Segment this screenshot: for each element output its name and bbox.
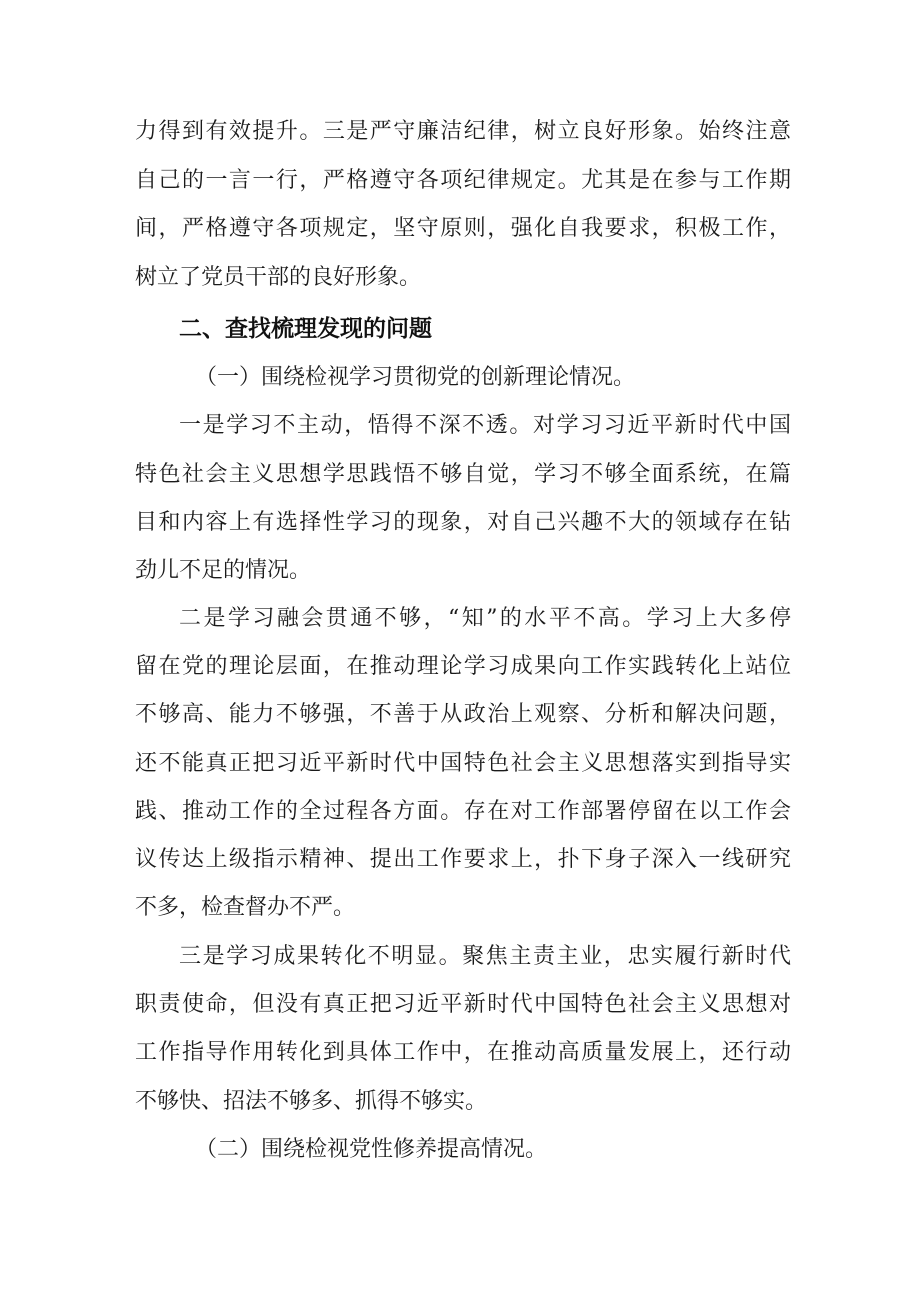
para2-line-7: 不多，检查督办不严。 <box>135 895 356 920</box>
intro-line-4: 树立了党员干部的良好形象。 <box>135 265 422 290</box>
para3-line-2: 职责使命，但没有真正把习近平新时代中国特色社会主义思想对 <box>135 992 791 1017</box>
subheading-2: （二）围绕检视党性修养提高情况。 <box>195 1137 548 1162</box>
para3-line-1: 三是学习成果转化不明显。聚焦主责主业，忠实履行新时代 <box>179 944 791 969</box>
para2-line-6: 议传达上级指示精神、提出工作要求上，扑下身子深入一线研究 <box>135 847 791 872</box>
para3-line-3: 工作指导作用转化到具体工作中，在推动高质量发展上，还行动 <box>135 1040 791 1065</box>
section-heading: 二、查找梳理发现的问题 <box>179 316 432 342</box>
para2-line-1: 二是学习融会贯通不够，“知”的水平不高。学习上大多停 <box>179 606 791 631</box>
para2-line-2: 留在党的理论层面，在推动理论学习成果向工作实践转化上站位 <box>135 654 791 679</box>
intro-line-1: 力得到有效提升。三是严守廉洁纪律，树立良好形象。始终注意 <box>135 119 791 144</box>
para1-line-1: 一是学习不主动，悟得不深不透。对学习习近平新时代中国 <box>179 413 791 438</box>
para2-line-3: 不够高、能力不够强，不善于从政治上观察、分析和解决问题， <box>135 702 791 727</box>
para1-line-3: 目和内容上有选择性学习的现象，对自己兴趣不大的领域存在钻 <box>135 510 791 535</box>
para1-line-4: 劲儿不足的情况。 <box>135 558 312 583</box>
intro-line-2: 自己的一言一行，严格遵守各项纪律规定。尤其是在参与工作期 <box>135 168 791 193</box>
subheading-1: （一）围绕检视学习贯彻党的创新理论情况。 <box>195 365 636 390</box>
para1-line-2: 特色社会主义思想学思践悟不够自觉，学习不够全面系统，在篇 <box>135 462 791 487</box>
para2-line-4: 还不能真正把习近平新时代中国特色社会主义思想落实到指导实 <box>135 751 791 776</box>
intro-line-3: 间，严格遵守各项规定，坚守原则，强化自我要求，积极工作， <box>135 216 791 241</box>
para2-line-5: 践、推动工作的全过程各方面。存在对工作部署停留在以工作会 <box>135 799 791 824</box>
para3-line-4: 不够快、招法不够多、抓得不够实。 <box>135 1089 488 1114</box>
